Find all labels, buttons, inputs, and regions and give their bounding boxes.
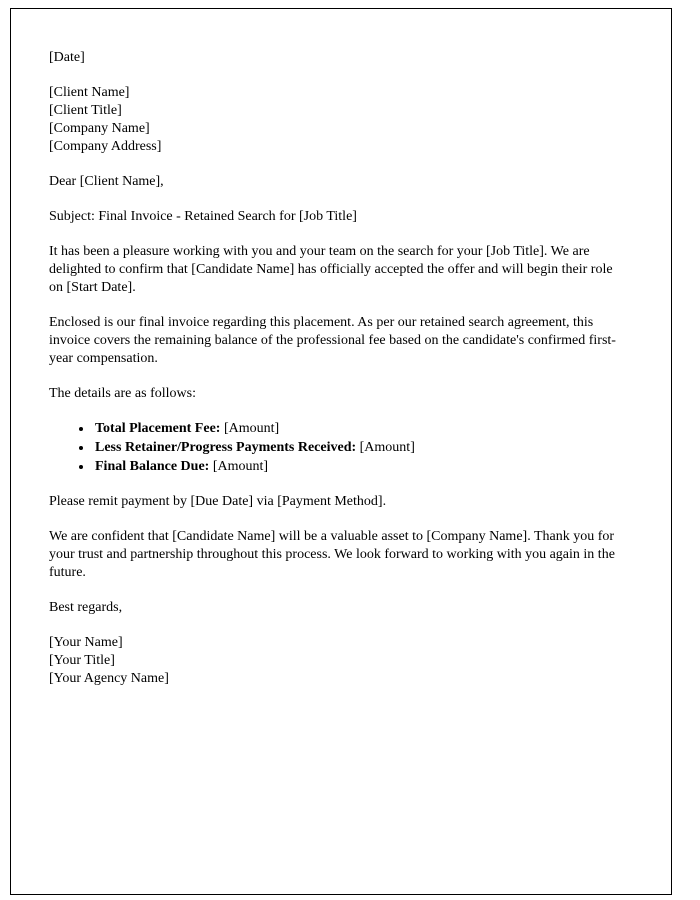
signature-title: [Your Title] — [49, 653, 115, 668]
subject-line: Subject: Final Invoice - Retained Search for [Job Title] — [49, 209, 357, 224]
paragraph-closing-thanks: We are confident that [Candidate Name] will be a valuable asset to [Company Name]. Thank you for your trust and partnership throughout this process. We look forward to working with you again in the future. — [49, 529, 615, 580]
detail-label: Total Placement Fee: — [95, 421, 221, 436]
date-line: [Date] — [49, 50, 85, 65]
paragraph-payment-remittance: Please remit payment by [Due Date] via [Payment Method]. — [49, 494, 387, 509]
recipient-company-address: [Company Address] — [49, 139, 162, 154]
detail-value: [Amount] — [212, 459, 269, 474]
recipient-address-block — [49, 84, 623, 156]
details-intro: The details are as follows: — [49, 386, 196, 401]
recipient-name: [Client Name] — [49, 85, 130, 100]
recipient-company: [Company Name] — [49, 121, 150, 136]
detail-label: Less Retainer/Progress Payments Received: — [95, 440, 357, 455]
invoice-details-list — [49, 420, 623, 476]
detail-value: [Amount] — [223, 421, 280, 436]
detail-item-total-fee — [93, 420, 623, 438]
letter-body — [49, 49, 623, 688]
signature-agency: [Your Agency Name] — [49, 671, 169, 686]
closing-line: Best regards, — [49, 600, 123, 615]
detail-item-retainer-payments — [93, 439, 623, 457]
paragraph-invoice-explanation: Enclosed is our final invoice regarding this placement. As per our retained search agreement, this invoice covers the remaining balance of the professional fee based on the candidate's confirmed first-year compensation. — [49, 315, 616, 366]
detail-value: [Amount] — [359, 440, 415, 455]
signature-block — [49, 634, 623, 688]
salutation: Dear [Client Name], — [49, 174, 164, 189]
paragraph-placement-confirmation: It has been a pleasure working with you and your team on the search for your [Job Title]. We are delighted to confirm that [Candidate Name] has officially accepted the offer and will begin their role on [Start Date]. — [49, 244, 613, 295]
signature-name: [Your Name] — [49, 635, 123, 650]
detail-item-final-balance — [93, 458, 623, 476]
letter-border-frame — [10, 8, 672, 895]
detail-label: Final Balance Due: — [95, 459, 210, 474]
recipient-title: [Client Title] — [49, 103, 122, 118]
